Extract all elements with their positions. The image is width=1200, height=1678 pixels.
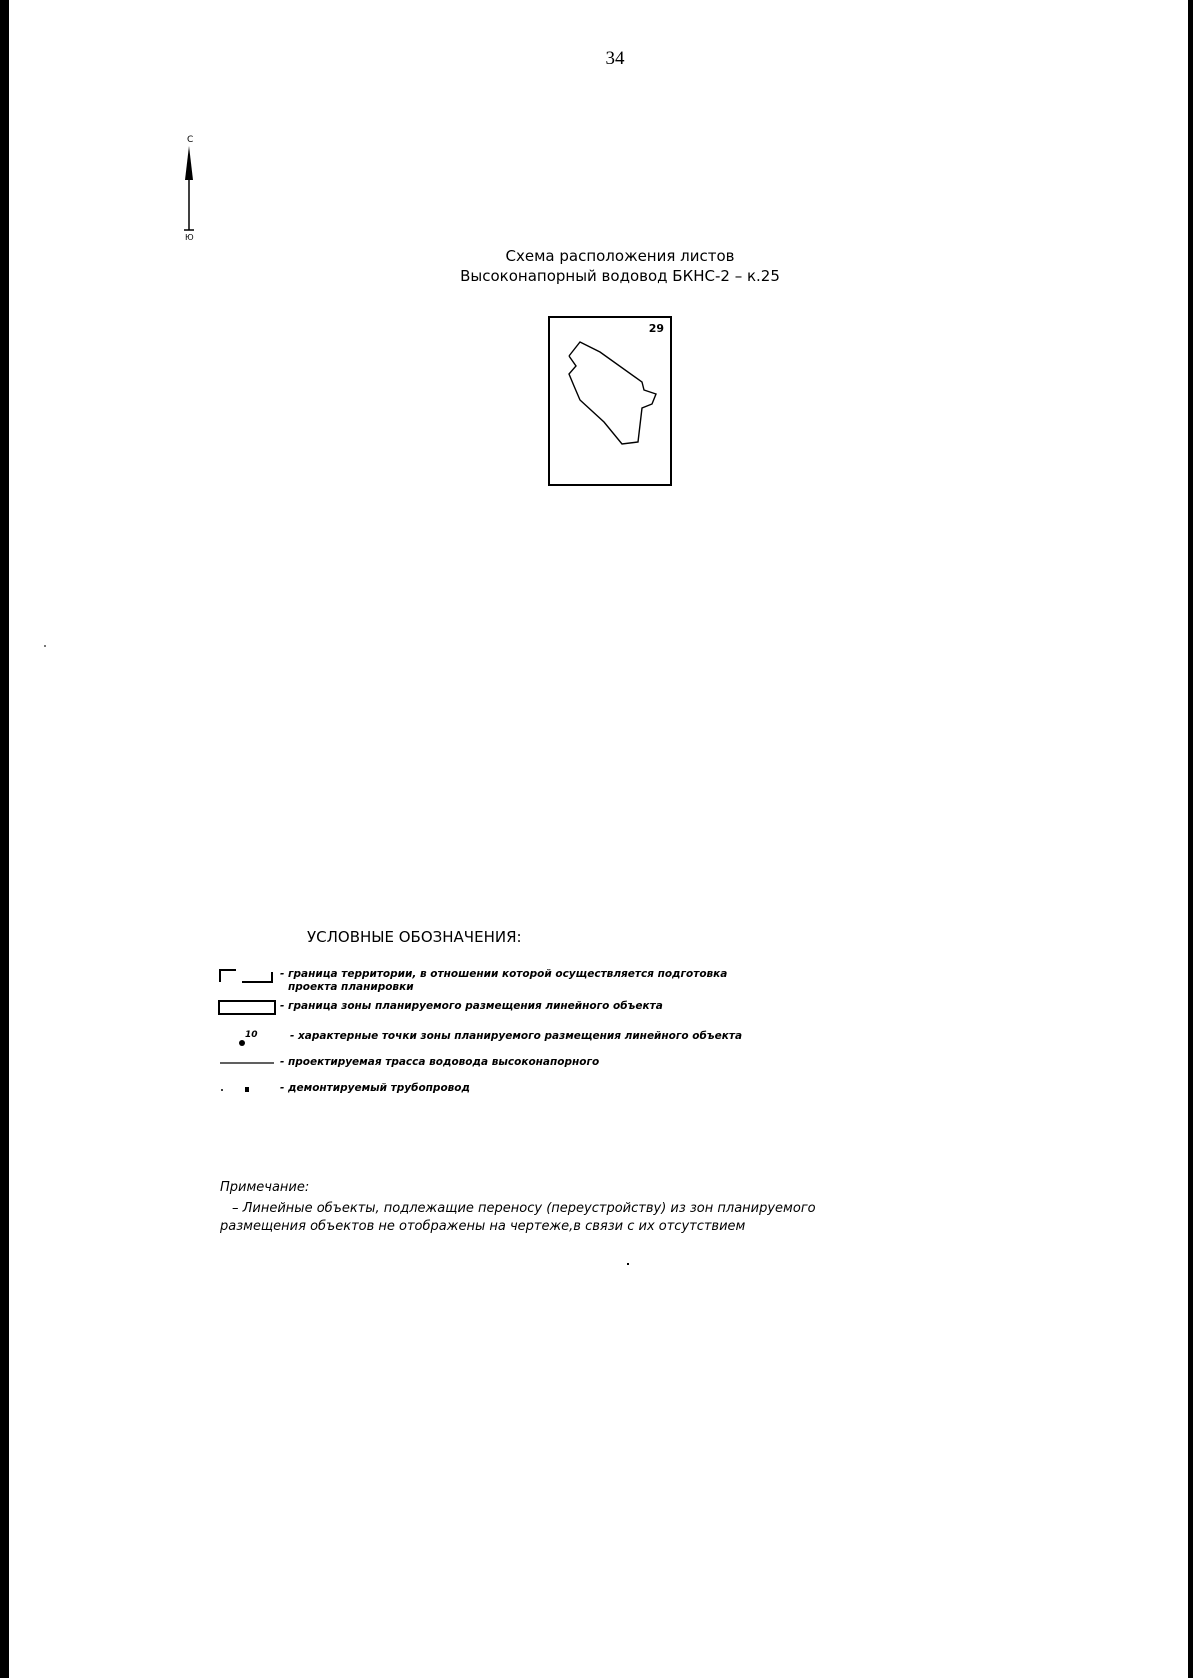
dismantled-pipeline-icon xyxy=(218,1080,278,1100)
zone-boundary-icon xyxy=(218,998,278,1018)
scan-left-edge xyxy=(0,0,9,1678)
territory-boundary-icon xyxy=(218,966,278,986)
legend-text: - характерные точки зоны планируемого размещения линейного объекта xyxy=(290,1030,743,1042)
characteristic-point-icon xyxy=(218,1028,278,1048)
legend-text-continued: проекта планировки xyxy=(288,981,414,993)
legend-text: - демонтируемый трубопровод xyxy=(280,1082,470,1094)
scheme-title xyxy=(400,246,840,286)
note-text xyxy=(220,1200,900,1236)
north-letter: С xyxy=(187,135,194,145)
legend-item-dismantled-pipeline xyxy=(218,1080,818,1100)
north-arrow-icon xyxy=(182,134,206,244)
legend-item-characteristic-points xyxy=(218,1028,818,1048)
scan-right-edge xyxy=(1188,0,1193,1678)
legend-title: УСЛОВНЫЕ ОБОЗНАЧЕНИЯ: xyxy=(307,928,522,946)
legend-text: - граница зоны планируемого размещения линейного объекта xyxy=(280,1000,663,1012)
sheet-29-frame xyxy=(548,316,672,486)
zone-outline-icon xyxy=(550,318,674,488)
scan-speck xyxy=(44,645,46,647)
page-number: 34 xyxy=(605,48,625,69)
legend-item-territory-boundary xyxy=(218,966,818,993)
south-letter: Ю xyxy=(185,233,194,242)
sheet-number: 29 xyxy=(648,322,664,335)
point-label: 10 xyxy=(245,1030,258,1040)
note-title: Примечание: xyxy=(220,1180,310,1195)
note-line2: размещения объектов не отображены на чертеже,в связи с их отсутствием xyxy=(220,1219,746,1234)
scan-speck xyxy=(627,1263,629,1265)
scheme-title-line1: Схема расположения листов xyxy=(505,247,735,265)
legend-item-projected-route xyxy=(218,1054,818,1074)
note-line1: – Линейные объекты, подлежащие переносу (переустройству) из зон планируемого xyxy=(232,1201,816,1216)
projected-route-line-icon xyxy=(218,1054,278,1074)
scheme-title-line2: Высоконапорный водовод БКНС-2 – к.25 xyxy=(460,267,780,285)
legend-text: - граница территории, в отношении которой осуществляется подготовка xyxy=(280,968,728,980)
legend-item-zone-boundary xyxy=(218,998,818,1018)
legend-text: - проектируемая трасса водовода высоконапорного xyxy=(280,1056,600,1068)
